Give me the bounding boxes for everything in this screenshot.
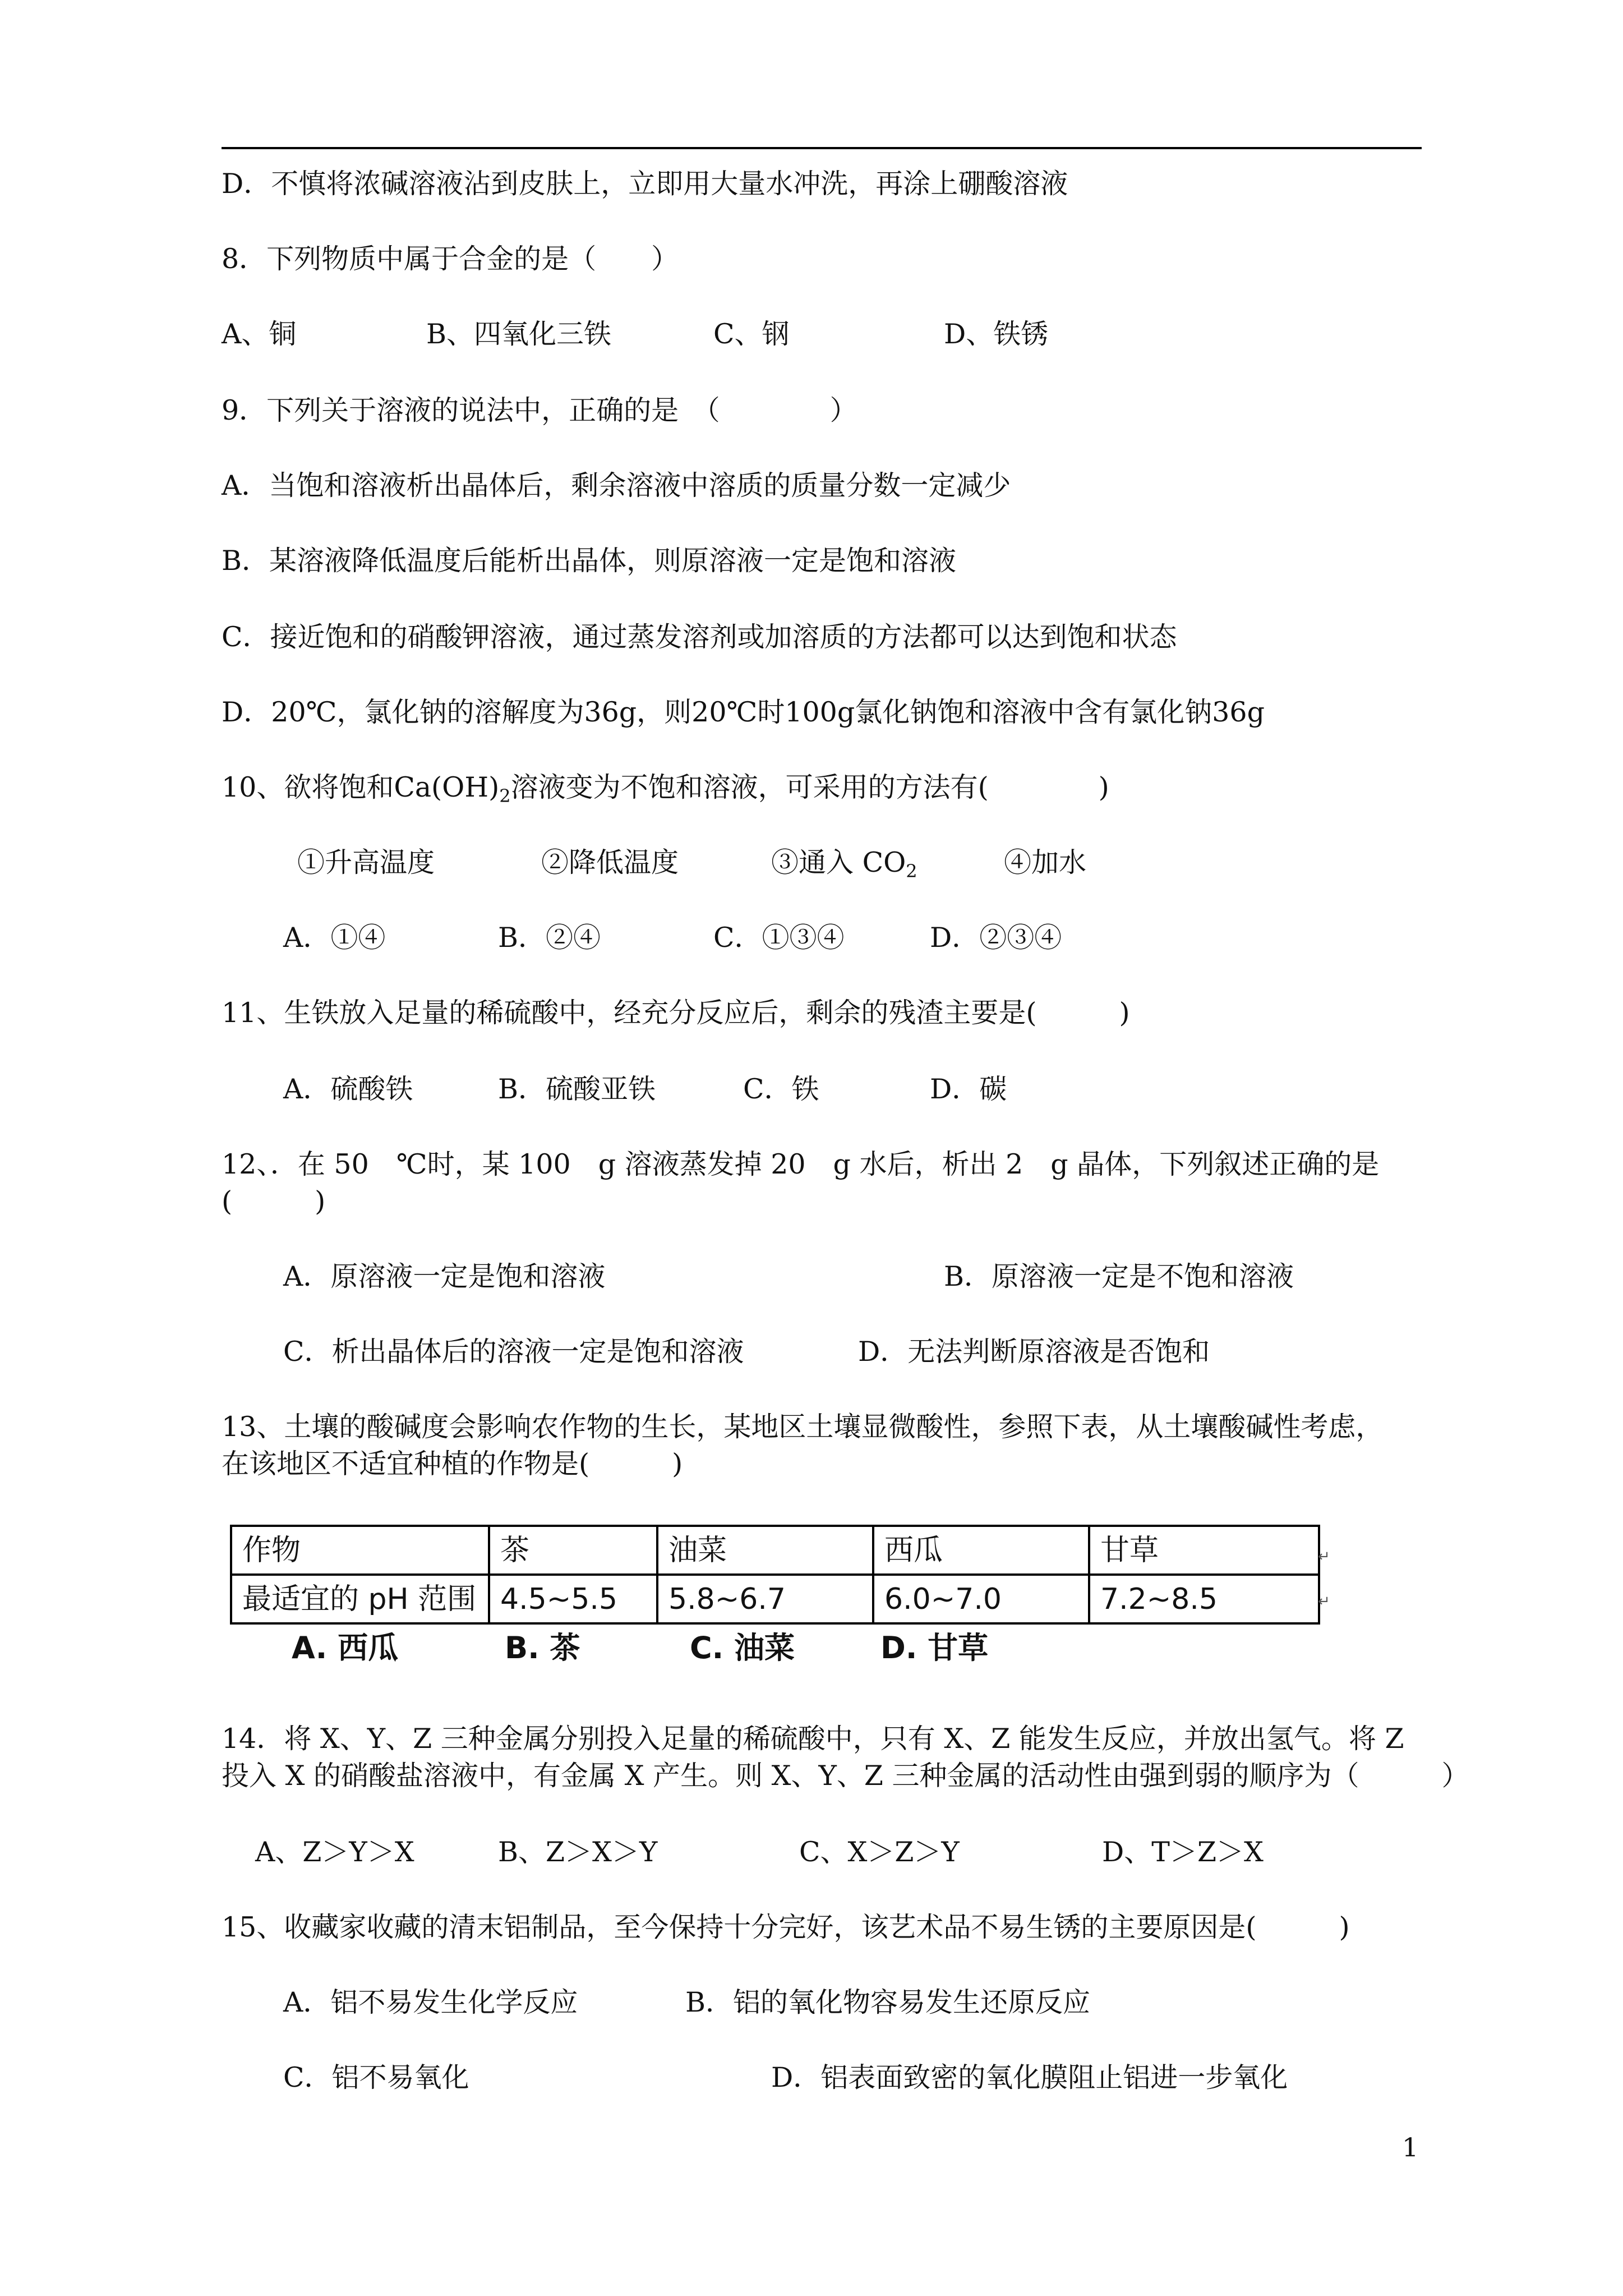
q11-option-a: A．硫酸铁 xyxy=(283,1073,413,1105)
q9-option-d: D．20℃，氯化钠的溶解度为36g，则20℃时100g氯化钠饱和溶液中含有氯化钠36g xyxy=(222,696,1265,728)
q14-option-a: A、Z＞Y＞X xyxy=(255,1836,414,1868)
crop-ph-table xyxy=(230,1525,1320,1625)
q12-option-b: B．原溶液一定是不饱和溶液 xyxy=(944,1260,1294,1292)
q10-options xyxy=(0,921,1623,955)
table-cell: 油菜 xyxy=(657,1526,873,1575)
q8-option-d: D、铁锈 xyxy=(944,318,1049,350)
q10-option-a: A．①④ xyxy=(283,922,386,954)
q13-option-c: C. 油菜 xyxy=(690,1630,795,1665)
q14-option-c: C、X＞Z＞Y xyxy=(799,1836,960,1868)
q11-option-c: C．铁 xyxy=(743,1073,819,1105)
q10-method-3-subscript: 2 xyxy=(906,861,917,882)
q11-option-d: D．碳 xyxy=(930,1073,1007,1105)
table-row xyxy=(231,1575,1319,1623)
table-cell: 6.0~7.0 xyxy=(873,1575,1089,1623)
question-11: 11、生铁放入足量的稀硫酸中，经充分反应后，剩余的残渣主要是( ) xyxy=(222,997,1130,1029)
table-cell: 茶 xyxy=(489,1526,657,1575)
table-cell: 5.8~6.7 xyxy=(657,1575,873,1623)
q10-method-4: ④加水 xyxy=(1004,846,1087,878)
q9-option-a: A．当饱和溶液析出晶体后，剩余溶液中溶质的质量分数一定减少 xyxy=(222,470,1011,501)
q15-options-row-2 xyxy=(0,2061,1623,2095)
q12-options-row-2 xyxy=(0,1335,1623,1369)
return-mark: ↵ xyxy=(1318,1548,1330,1565)
q10-method-3 xyxy=(771,846,917,880)
q11-options xyxy=(0,1073,1623,1106)
table-cell: 最适宜的 pH 范围 xyxy=(231,1575,489,1623)
q10-method-2: ②降低温度 xyxy=(541,846,679,878)
table-cell: 作物 xyxy=(231,1526,489,1575)
table-cell: 7.2~8.5 xyxy=(1089,1575,1319,1623)
q13-option-a: A. 西瓜 xyxy=(292,1630,399,1665)
q10-method-1: ①升高温度 xyxy=(297,846,435,878)
table-row xyxy=(231,1526,1319,1575)
q13-option-d: D. 甘草 xyxy=(880,1630,989,1665)
q12-option-c: C．析出晶体后的溶液一定是饱和溶液 xyxy=(283,1336,744,1368)
question-14-line-1: 14．将 X、Y、Z 三种金属分别投入足量的稀硫酸中，只有 X、Z 能发生反应，并放出氢气。将 Z xyxy=(222,1723,1404,1755)
q10-option-c: C．①③④ xyxy=(713,922,845,954)
q15-option-b: B．铝的氧化物容易发生还原反应 xyxy=(685,1986,1091,2018)
q10-subscript: 2 xyxy=(499,785,511,807)
q9-option-c: C．接近饱和的硝酸钾溶液，通过蒸发溶剂或加溶质的方法都可以达到饱和状态 xyxy=(222,621,1177,653)
q8-option-b: B、四氧化三铁 xyxy=(426,318,612,350)
q12-options-row-1 xyxy=(0,1260,1623,1294)
q9-option-b: B．某溶液降低温度后能析出晶体，则原溶液一定是饱和溶液 xyxy=(222,545,957,577)
q11-option-b: B．硫酸亚铁 xyxy=(498,1073,656,1105)
q10-option-d: D．②③④ xyxy=(930,922,1062,954)
q15-option-d: D．铝表面致密的氧化膜阻止铝进一步氧化 xyxy=(771,2062,1288,2093)
question-13-line-1: 13、土壤的酸碱度会影响农作物的生长，某地区土壤显微酸性，参照下表，从土壤酸碱性考虑， xyxy=(222,1411,1384,1443)
q8-option-a: A、铜 xyxy=(222,318,297,350)
q10-methods xyxy=(0,846,1623,880)
q8-options xyxy=(0,318,1623,351)
q12-option-d: D．无法判断原溶液是否饱和 xyxy=(858,1336,1210,1368)
question-9: 9．下列关于溶液的说法中，正确的是 （ ） xyxy=(222,394,857,426)
q15-option-c: C．铝不易氧化 xyxy=(283,2062,469,2093)
q14-options xyxy=(0,1835,1623,1869)
table-cell: 甘草 xyxy=(1089,1526,1319,1575)
q13-options xyxy=(0,1627,1623,1669)
question-12-line-2: ( ) xyxy=(222,1185,326,1217)
q15-options-row-1 xyxy=(0,1986,1623,2019)
question-10 xyxy=(222,771,1109,807)
q13-option-b: B. 茶 xyxy=(505,1630,580,1665)
question-8: 8．下列物质中属于合金的是（ ） xyxy=(222,243,679,275)
return-mark: ↵ xyxy=(1318,1593,1330,1610)
q10-method-3-text: ③通入 CO xyxy=(771,846,906,878)
q10-text-post: 溶液变为不饱和溶液，可采用的方法有( ) xyxy=(510,771,1109,803)
q12-option-a: A．原溶液一定是饱和溶液 xyxy=(283,1260,606,1292)
q8-option-c: C、钢 xyxy=(713,318,790,350)
question-13-line-2: 在该地区不适宜种植的作物是( ) xyxy=(222,1448,683,1480)
page-number: 1 xyxy=(1402,2132,1419,2162)
question-12-line-1: 12、．在 50 ℃时，某 100 g 溶液蒸发掉 20 g 水后，析出 2 g 晶体，下列叙述正确的是 xyxy=(222,1148,1380,1180)
q14-option-b: B、Z＞X＞Y xyxy=(498,1836,658,1868)
question-14-line-2: 投入 X 的硝酸盐溶液中，有金属 X 产生。则 X、Y、Z 三种金属的活动性由强到弱的顺序为（ ） xyxy=(222,1760,1469,1792)
q14-option-d: D、T＞Z＞X xyxy=(1102,1836,1264,1868)
q10-option-b: B．②④ xyxy=(498,922,601,954)
q7-option-d: D．不慎将浓碱溶液沾到皮肤上，立即用大量水冲洗，再涂上硼酸溶液 xyxy=(222,168,1068,200)
question-15: 15、收藏家收藏的清末铝制品，至今保持十分完好，该艺术品不易生锈的主要原因是( ) xyxy=(222,1911,1350,1943)
header-rule xyxy=(222,147,1422,149)
table-cell: 4.5~5.5 xyxy=(489,1575,657,1623)
q15-option-a: A．铝不易发生化学反应 xyxy=(283,1986,578,2018)
table-cell: 西瓜 xyxy=(873,1526,1089,1575)
q10-text-pre: 10、欲将饱和Ca(OH) xyxy=(222,771,500,803)
